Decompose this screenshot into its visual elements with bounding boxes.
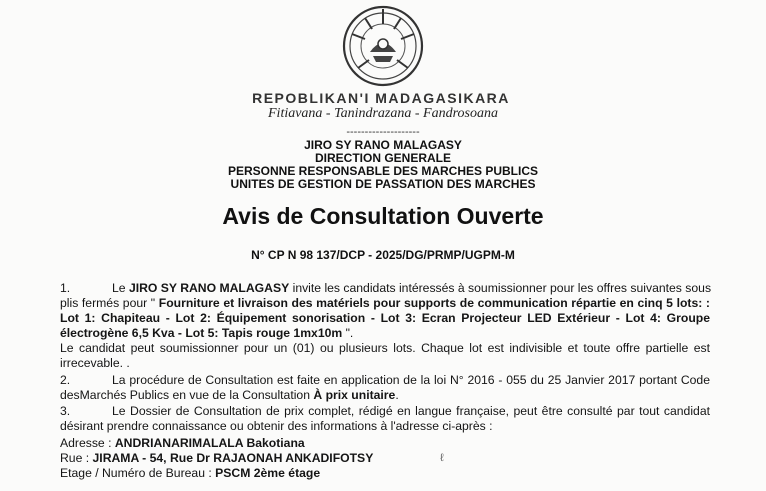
office-value: PSCM 2ème étage xyxy=(215,466,321,480)
street-line xyxy=(60,451,710,466)
stray-mark: ℓ xyxy=(440,452,444,464)
para1-line2: plis fermés pour " Fourniture et livraison des matériels pour supports de communication répartie en cinq 5 lots: : xyxy=(60,296,710,310)
para1-line6: irrecevable. . xyxy=(60,356,130,370)
para3-number: 3. xyxy=(60,404,71,418)
org-unit: UNITES DE GESTION DE PASSATION DES MARCHES xyxy=(230,177,536,191)
price-mode: À prix unitaire xyxy=(313,388,396,402)
para1-line5: Le candidat peut soumissionner pour un (01) ou plusieurs lots. Chaque lot est indivisible et toute offre partielle est xyxy=(60,341,710,355)
office-label: Etage / Numéro de Bureau : xyxy=(60,466,216,480)
office-line xyxy=(60,466,710,481)
republic-seal-emblem xyxy=(340,4,426,88)
street-label: Rue : xyxy=(60,451,93,465)
para1-number: 1. xyxy=(60,281,71,295)
org-direction: DIRECTION GENERALE xyxy=(314,151,451,165)
org-name-inline: JIRO SY RANO MALAGASY xyxy=(128,281,290,295)
org-name: JIRO SY RANO MALAGASY xyxy=(304,138,462,152)
para3-line2: désirant prendre connaissance ou obtenir des informations à l'adresse ci-après : xyxy=(60,419,493,433)
address-line xyxy=(60,436,710,451)
street-value: JIRAMA - 54, Rue Dr RAJAONAH ANKADIFOTSY xyxy=(92,451,374,465)
para2-line2: desMarchés Publics en vue de la Consultation À prix unitaire. xyxy=(60,388,399,402)
para1-line3 xyxy=(60,311,710,326)
republic-name: REPOBLIKAN'I MADAGASIKARA xyxy=(252,90,510,106)
para2-number: 2. xyxy=(60,373,71,387)
para1-line1: 1. Le JIRO SY RANO MALAGASY invite les candidats intéressés à soumissionner pour les offres suivantes sous xyxy=(60,281,712,295)
lots-list-end: électrogène 6,5 Kva - Lot 5: Tapis rouge 1mx10m xyxy=(60,326,343,340)
separator-line: -------------------- xyxy=(346,126,420,138)
para3-line1: 3. Le Dossier de Consultation de prix complet, rédigé en langue française, peut être consulté par tout candidat xyxy=(60,404,710,418)
national-motto: Fitiavana - Tanindrazana - Fandrosoana xyxy=(268,106,498,121)
org-responsible: PERSONNE RESPONSABLE DES MARCHES PUBLICS xyxy=(227,164,539,178)
para2-line1: 2. La procédure de Consultation est faite en application de la loi N° 2016 - 055 du 25 Janvier 2017 portant Code xyxy=(60,373,710,387)
page-title: Avis de Consultation Ouverte xyxy=(222,203,544,229)
consultation-subject: Fourniture et livraison des matériels pour supports de communication répartie en cinq 5 lots: : xyxy=(158,296,710,310)
address-label: Adresse : xyxy=(60,436,115,450)
address-value: ANDRIANARIMALALA Bakotiana xyxy=(114,436,305,450)
reference-number: N° CP N 98 137/DCP - 2025/DG/PRMP/UGPM-M xyxy=(251,248,515,262)
lots-list: Lot 1: Chapiteau - Lot 2: Équipement sonorisation - Lot 3: Ecran Projecteur LED Extérieur - Lot 4: Groupe xyxy=(60,311,710,325)
para1-line4: électrogène 6,5 Kva - Lot 5: Tapis rouge 1mx10m ". xyxy=(60,326,354,340)
